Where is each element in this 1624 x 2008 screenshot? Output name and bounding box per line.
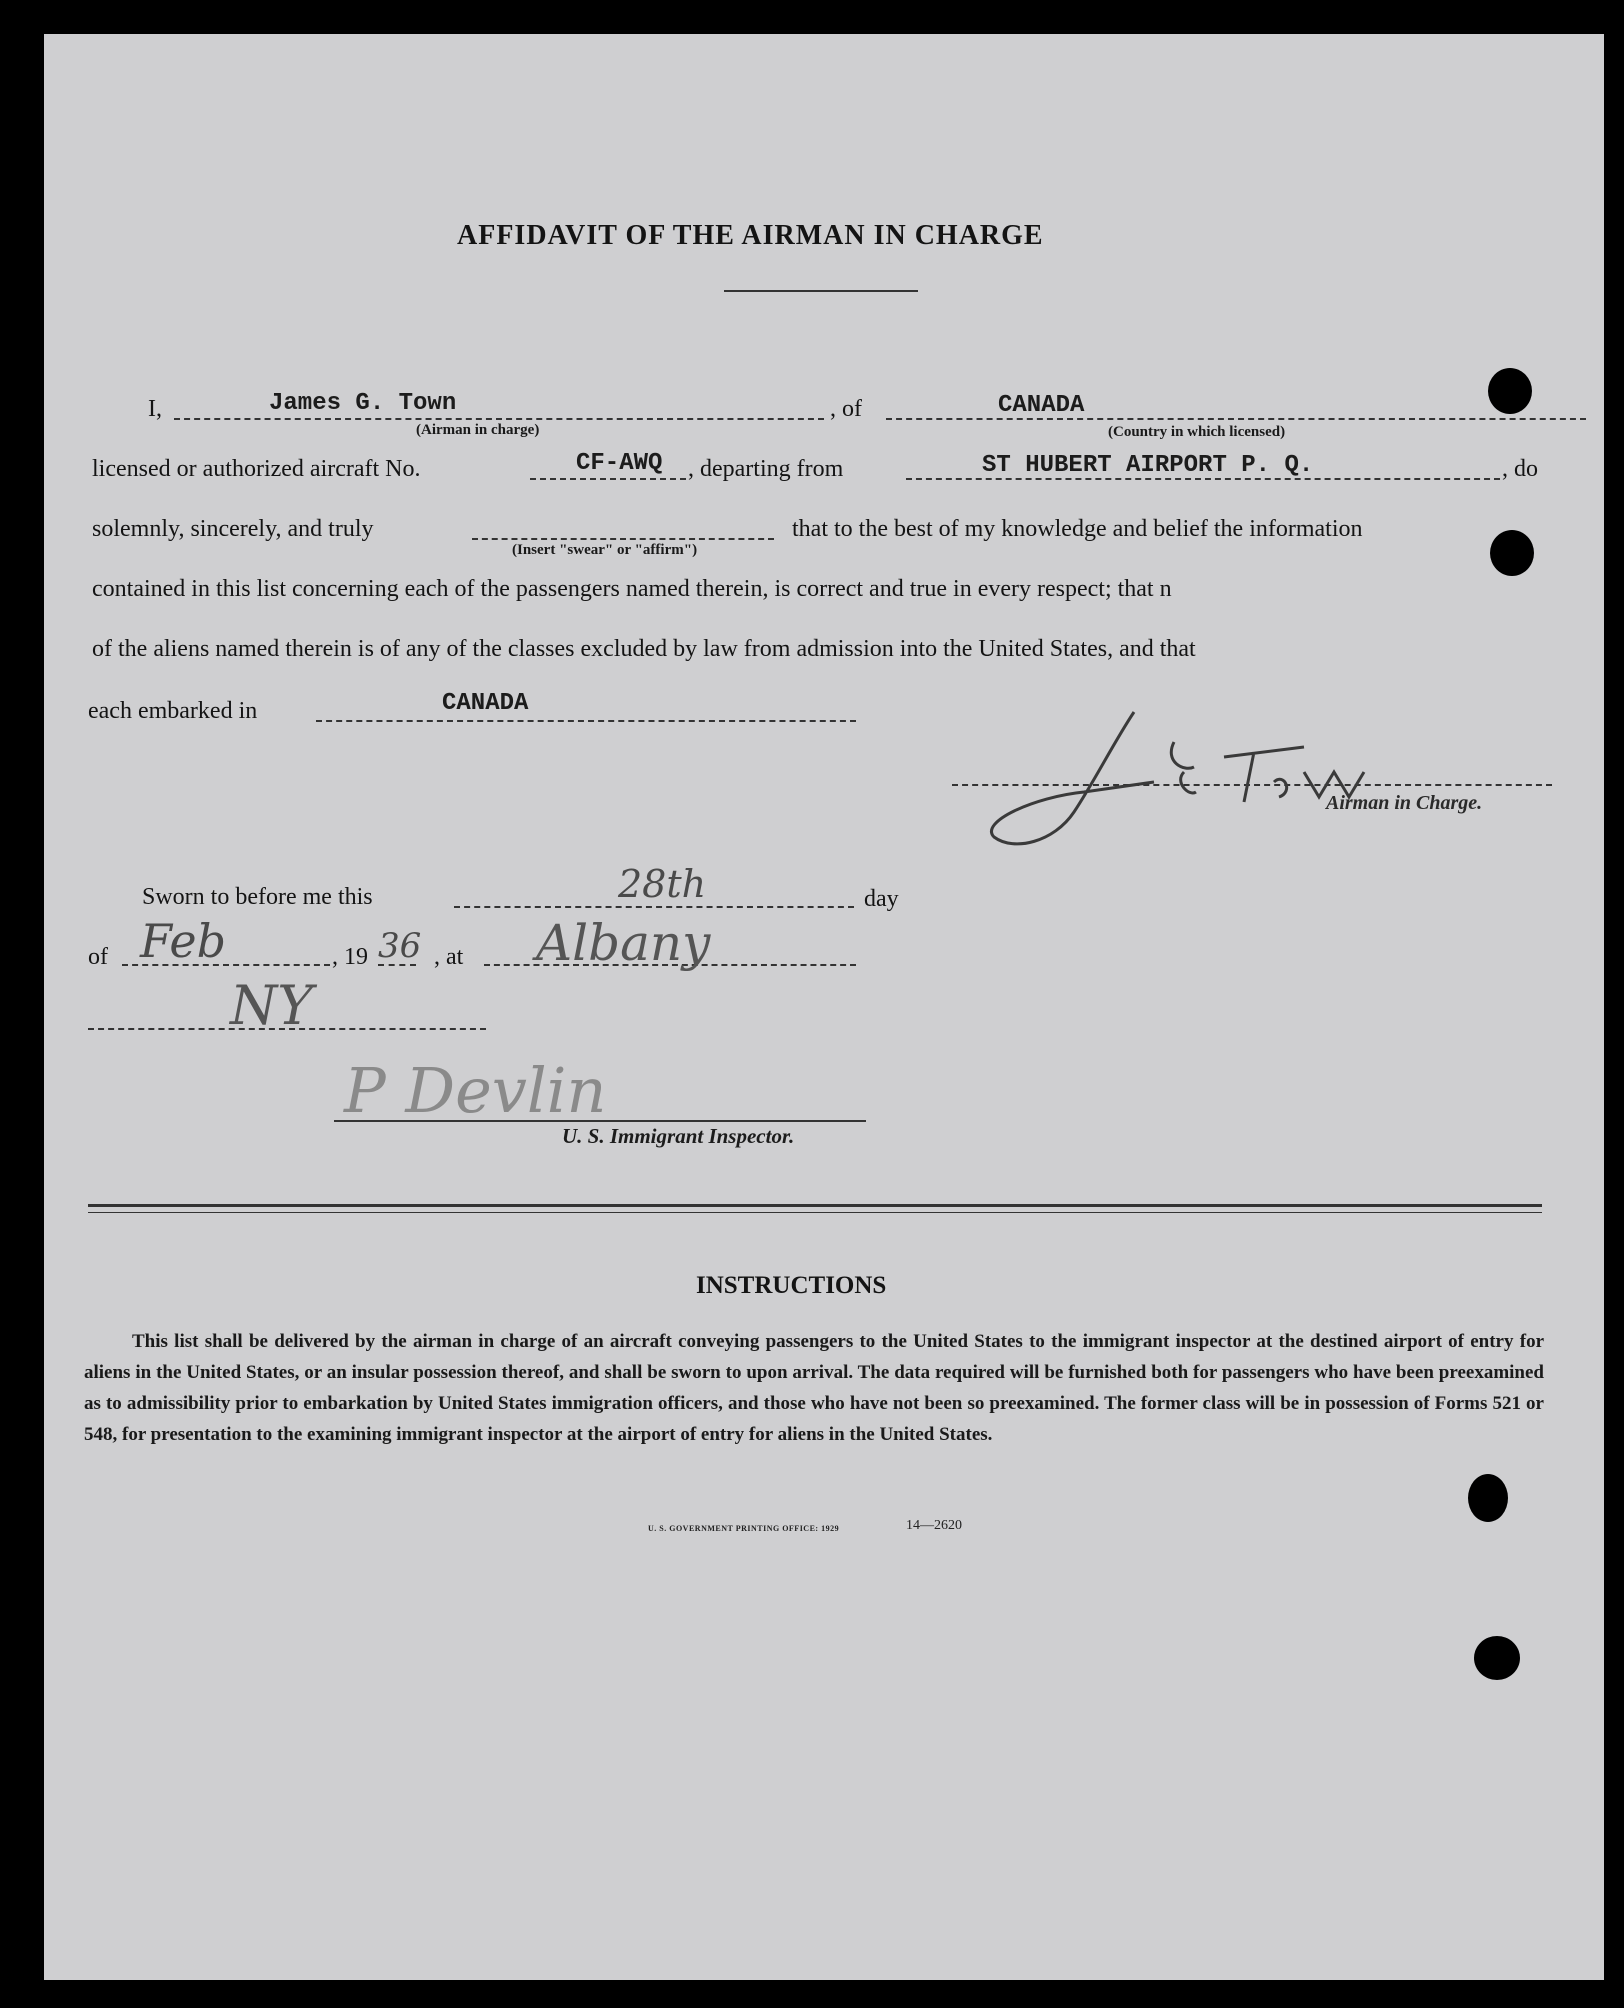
day-field[interactable]: 28th bbox=[618, 862, 707, 906]
printer-imprint: U. S. GOVERNMENT PRINTING OFFICE: 1929 bbox=[648, 1524, 840, 1533]
country-caption: (Country in which licensed) bbox=[1108, 424, 1286, 440]
line4: contained in this list concerning each of the passengers named therein, is correct and true in every respect; that n bbox=[92, 576, 1172, 602]
airman-caption: (Airman in charge) bbox=[416, 422, 540, 438]
year-field[interactable]: 36 bbox=[378, 926, 422, 966]
sworn-prefix: Sworn to before me this bbox=[142, 884, 373, 910]
departing-label: , departing from bbox=[688, 456, 844, 482]
punch-hole bbox=[1490, 530, 1534, 576]
place-field-2[interactable]: NY bbox=[230, 974, 313, 1037]
punch-hole bbox=[1474, 1636, 1520, 1680]
punch-hole bbox=[1488, 368, 1532, 414]
country-line bbox=[886, 418, 1586, 420]
line6-prefix: each embarked in bbox=[88, 698, 258, 724]
embarked-line bbox=[316, 720, 856, 722]
instructions-heading: INSTRUCTIONS bbox=[696, 1272, 887, 1299]
departure-field[interactable]: ST HUBERT AIRPORT P. Q. bbox=[982, 452, 1314, 479]
line3-suffix: that to the best of my knowledge and belief the information bbox=[792, 516, 1363, 542]
place-field[interactable]: Albany bbox=[536, 914, 711, 972]
line5: of the aliens named therein is of any of the classes excluded by law from admission into the United States, and that bbox=[92, 636, 1196, 662]
inspector-signature-line bbox=[334, 1120, 866, 1122]
airman-name-field[interactable]: James G. Town bbox=[269, 390, 457, 417]
day-line bbox=[454, 906, 854, 908]
aircraft-no-field[interactable]: CF-AWQ bbox=[576, 450, 663, 477]
embarked-field[interactable]: CANADA bbox=[442, 690, 529, 717]
inspector-signature: P Devlin bbox=[344, 1054, 607, 1127]
line1-prefix: I, bbox=[148, 396, 162, 422]
form-title: AFFIDAVIT OF THE AIRMAN IN CHARGE bbox=[457, 220, 1044, 251]
aircraft-no-line bbox=[530, 478, 686, 480]
of-month-label: of bbox=[88, 944, 108, 970]
inspector-label: U. S. Immigrant Inspector. bbox=[562, 1124, 795, 1148]
section-divider bbox=[88, 1204, 1542, 1213]
at-label: , at bbox=[434, 944, 464, 970]
airman-signature-label: Airman in Charge. bbox=[1326, 792, 1483, 814]
title-rule bbox=[724, 290, 918, 292]
form-number: 14—2620 bbox=[906, 1518, 962, 1533]
line2-suffix: , do bbox=[1502, 456, 1538, 482]
year-prefix: , 19 bbox=[332, 944, 368, 970]
line3-prefix: solemnly, sincerely, and truly bbox=[92, 516, 374, 542]
airman-name-line bbox=[174, 418, 824, 420]
of-label: , of bbox=[830, 396, 862, 422]
line2-prefix: licensed or authorized aircraft No. bbox=[92, 456, 421, 482]
day-label: day bbox=[864, 886, 899, 912]
swear-caption: (Insert "swear" or "affirm") bbox=[512, 542, 698, 558]
instructions-body: This list shall be delivered by the airman in charge of an aircraft conveying passengers to the United States to the immigrant inspector at the destined airport of entry for aliens in the United States, or an insular possession thereof, and shall be sworn to upon arrival. The data required will be furnished both for passengers who have been preexamined as to admissibility prior to embarkation by United States immigration officers, and those who have not been so preexamined. The former class will be in possession of Forms 521 or 548, for presentation to the examining immigrant inspector at the airport of entry for aliens in the United States. bbox=[84, 1331, 1544, 1445]
country-field[interactable]: CANADA bbox=[998, 392, 1085, 419]
swear-line bbox=[472, 538, 774, 540]
month-field[interactable]: Feb bbox=[140, 914, 227, 968]
punch-hole bbox=[1468, 1474, 1508, 1522]
affidavit-page bbox=[44, 34, 1604, 1980]
